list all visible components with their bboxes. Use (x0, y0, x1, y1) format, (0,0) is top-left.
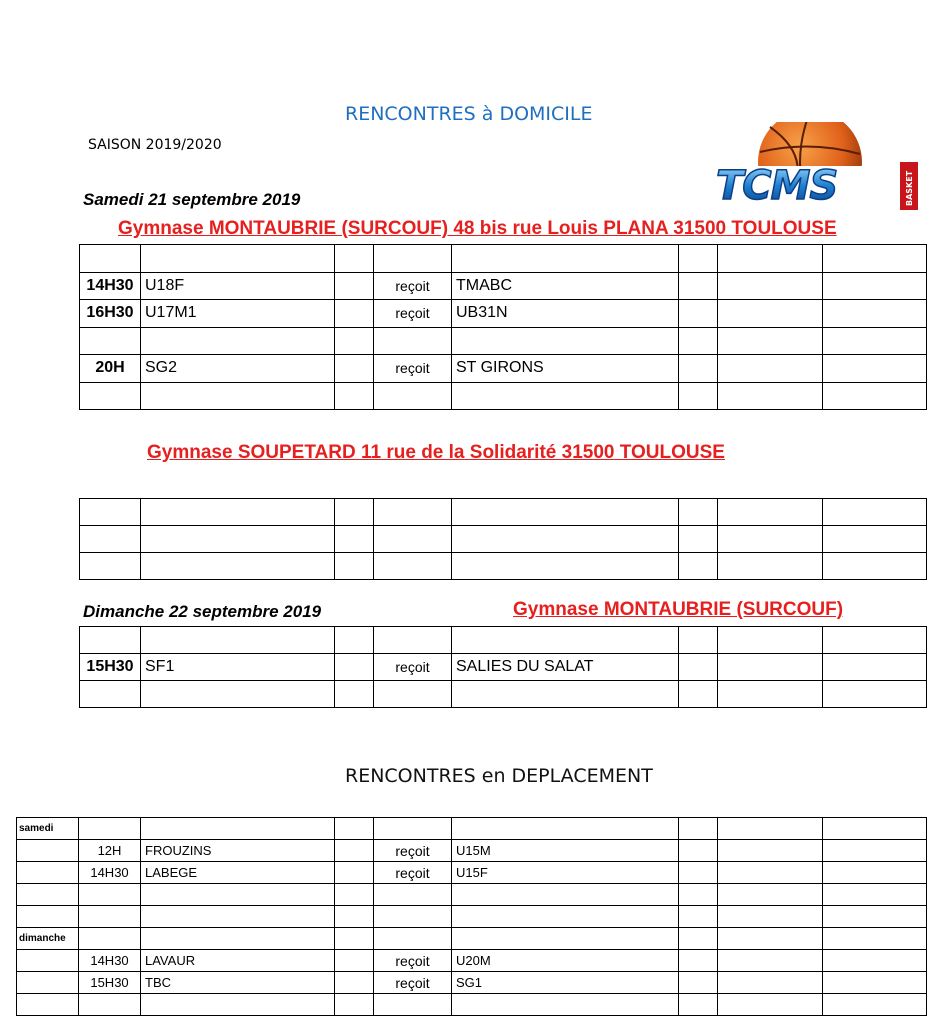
table-row (80, 355, 927, 383)
table-row (17, 994, 927, 1016)
match-action: reçoit (374, 950, 452, 972)
match-time (79, 994, 141, 1016)
table-row (80, 300, 927, 328)
home-team (141, 681, 335, 708)
table-row (80, 327, 927, 355)
opponent-team (452, 382, 679, 410)
table-row (17, 928, 927, 950)
host-team (141, 884, 335, 906)
table-row (17, 818, 927, 840)
home-team (141, 245, 335, 273)
match-action (374, 245, 452, 273)
opponent-team (452, 327, 679, 355)
match-action (374, 928, 452, 950)
match-action (374, 884, 452, 906)
home-team: SF1 (141, 654, 335, 681)
tcms-team: U15F (452, 862, 679, 884)
day-label (17, 972, 79, 994)
table-row (80, 272, 927, 300)
opponent-team (452, 245, 679, 273)
match-time (80, 327, 141, 355)
match-time (79, 884, 141, 906)
match-time: 12H (79, 840, 141, 862)
home-team (141, 327, 335, 355)
match-action (374, 382, 452, 410)
tcms-team (452, 928, 679, 950)
match-action (374, 327, 452, 355)
match-action (374, 627, 452, 654)
match-action (374, 994, 452, 1016)
home-team: SG2 (141, 355, 335, 383)
home-team (141, 627, 335, 654)
day-label: samedi (17, 818, 79, 840)
opponent-team (452, 627, 679, 654)
svg-text:TCMS: TCMS (716, 163, 838, 209)
day-label: dimanche (17, 928, 79, 950)
saturday-date: Samedi 21 septembre 2019 (83, 190, 301, 209)
match-action: reçoit (374, 840, 452, 862)
tcms-team (452, 818, 679, 840)
match-time: 14H30 (79, 950, 141, 972)
svg-text:BASKET: BASKET (905, 170, 914, 206)
table-row (80, 654, 927, 681)
match-time: 15H30 (79, 972, 141, 994)
opponent-team: TMABC (452, 272, 679, 300)
match-action: reçoit (374, 272, 452, 300)
host-team (141, 818, 335, 840)
tcms-team: SG1 (452, 972, 679, 994)
opponent-team (452, 681, 679, 708)
day-label (17, 884, 79, 906)
host-team: TBC (141, 972, 335, 994)
sunday-venue: Gymnase MONTAUBRIE (SURCOUF) (513, 599, 844, 620)
match-time (80, 245, 141, 273)
match-action: reçoit (374, 862, 452, 884)
match-time: 14H30 (80, 272, 141, 300)
match-time: 16H30 (80, 300, 141, 328)
day-label (17, 862, 79, 884)
opponent-team: SALIES DU SALAT (452, 654, 679, 681)
host-team: LABEGE (141, 862, 335, 884)
opponent-team: ST GIRONS (452, 355, 679, 383)
table-row (80, 627, 927, 654)
saturday-venue-2: Gymnase SOUPETARD 11 rue de la Solidarité 31500 TOULOUSE (147, 442, 725, 463)
table-row (17, 840, 927, 862)
day-label (17, 906, 79, 928)
home-matches-title: RENCONTRES à DOMICILE (345, 103, 593, 125)
tcms-team (452, 906, 679, 928)
match-action: reçoit (374, 300, 452, 328)
tcms-team (452, 994, 679, 1016)
match-time (79, 928, 141, 950)
match-action: reçoit (374, 654, 452, 681)
match-action (374, 906, 452, 928)
match-time (80, 681, 141, 708)
match-action: reçoit (374, 355, 452, 383)
match-time (80, 627, 141, 654)
saturday-venue-2-table (79, 498, 927, 580)
table-row (17, 884, 927, 906)
day-label (17, 994, 79, 1016)
saturday-venue-1: Gymnase MONTAUBRIE (SURCOUF) 48 bis rue Louis PLANA 31500 TOULOUSE (118, 218, 837, 239)
away-matches-title: RENCONTRES en DEPLACEMENT (345, 765, 653, 787)
table-row (17, 950, 927, 972)
sunday-date: Dimanche 22 septembre 2019 (83, 602, 322, 621)
match-time: 20H (80, 355, 141, 383)
tcms-team (452, 884, 679, 906)
home-team (141, 382, 335, 410)
sunday-table (79, 626, 927, 708)
table-row (80, 526, 927, 553)
host-team (141, 994, 335, 1016)
host-team (141, 906, 335, 928)
home-team: U18F (141, 272, 335, 300)
table-row (80, 499, 927, 526)
match-action (374, 818, 452, 840)
host-team (141, 928, 335, 950)
home-team: U17M1 (141, 300, 335, 328)
match-time: 15H30 (80, 654, 141, 681)
tcms-team: U20M (452, 950, 679, 972)
match-time (80, 382, 141, 410)
table-row (17, 972, 927, 994)
day-label (17, 840, 79, 862)
match-time (79, 818, 141, 840)
tcms-team: U15M (452, 840, 679, 862)
table-row (80, 245, 927, 273)
season-label: SAISON 2019/2020 (88, 137, 222, 153)
table-row (17, 906, 927, 928)
away-matches-table (16, 817, 927, 1016)
host-team: FROUZINS (141, 840, 335, 862)
match-action: reçoit (374, 972, 452, 994)
opponent-team: UB31N (452, 300, 679, 328)
day-label (17, 950, 79, 972)
match-action (374, 681, 452, 708)
host-team: LAVAUR (141, 950, 335, 972)
table-row (80, 681, 927, 708)
table-row (17, 862, 927, 884)
table-row (80, 382, 927, 410)
tcms-basket-logo (710, 122, 924, 214)
match-time (79, 906, 141, 928)
match-time: 14H30 (79, 862, 141, 884)
saturday-venue-1-table (79, 244, 927, 410)
table-row (80, 553, 927, 580)
